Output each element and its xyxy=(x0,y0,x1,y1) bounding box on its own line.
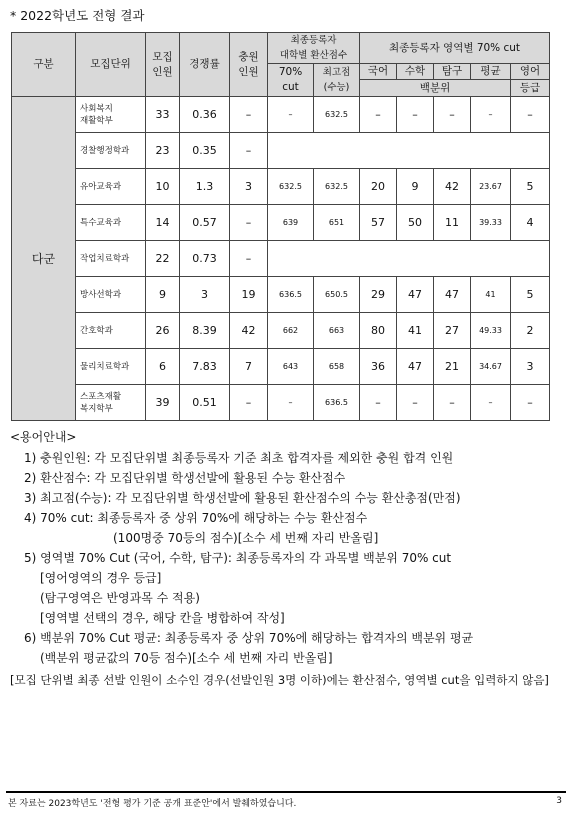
cell-ratio: 0.73 xyxy=(180,241,230,277)
header-ratio: 경쟁률 xyxy=(180,33,230,97)
cell-math: 47 xyxy=(397,277,434,313)
cell-eng: 5 xyxy=(511,169,550,205)
cell-inq: 27 xyxy=(434,313,471,349)
footer-source: 본 자료는 2023학년도 '전형 평가 기준 공개 표준안'에서 발췌하였습니다. xyxy=(8,799,297,809)
header-max: 최고점 (수능) xyxy=(314,64,360,97)
header-kor: 국어 xyxy=(360,64,397,80)
cell-inq: 11 xyxy=(434,205,471,241)
cell-ratio: 0.36 xyxy=(180,97,230,133)
cell-eng: 3 xyxy=(511,349,550,385)
header-extra: 충원 인원 xyxy=(230,33,268,97)
cell-eng: – xyxy=(511,385,550,421)
cell-avg: 41 xyxy=(471,277,511,313)
cell-recruit: 39 xyxy=(146,385,180,421)
note-6-detail: (백분위 평균값의 70등 점수)[소수 세 번째 자리 반올림] xyxy=(40,651,333,665)
cell-inq: – xyxy=(434,97,471,133)
cell-math: 47 xyxy=(397,349,434,385)
cell-eng: – xyxy=(511,97,550,133)
cell-max: 658 xyxy=(314,349,360,385)
cell-name: 특수교육과 xyxy=(76,205,146,241)
cell-inq: 21 xyxy=(434,349,471,385)
table-row xyxy=(12,97,550,133)
cell-max: 632.5 xyxy=(314,97,360,133)
note-5: 5) 영역별 70% Cut (국어, 수학, 탐구): 최종등록자의 각 과목별 백분위 70% cut xyxy=(24,551,452,565)
cell-recruit: 14 xyxy=(146,205,180,241)
cell-eng: 2 xyxy=(511,313,550,349)
cell-eng: 5 xyxy=(511,277,550,313)
cell-blank xyxy=(268,133,550,169)
note-bottom: [모집 단위별 최종 선발 인원이 소수인 경우(선발인원 3명 이하)에는 환산점수, 영역별 cut을 입력하지 않음] xyxy=(10,673,549,687)
cell-ratio: 1.3 xyxy=(180,169,230,205)
group-label: 다군 xyxy=(12,97,76,421)
note-5-detail-1: [영어영역의 경우 등급] xyxy=(40,571,162,585)
cell-kor: 20 xyxy=(360,169,397,205)
cell-blank xyxy=(268,241,550,277)
cell-math: – xyxy=(397,385,434,421)
cell-kor: – xyxy=(360,97,397,133)
cell-avg: 39.33 xyxy=(471,205,511,241)
table-row xyxy=(12,349,550,385)
table-row xyxy=(12,241,550,277)
header-unit: 모집단위 xyxy=(76,33,146,97)
table-row xyxy=(12,133,550,169)
footer-divider xyxy=(6,791,566,793)
cell-extra: 3 xyxy=(230,169,268,205)
cell-max: 632.5 xyxy=(314,169,360,205)
cell-max: 650.5 xyxy=(314,277,360,313)
header-math: 수학 xyxy=(397,64,434,80)
cell-ratio: 8.39 xyxy=(180,313,230,349)
table-row xyxy=(12,313,550,349)
cell-cut70: 636.5 xyxy=(268,277,314,313)
cell-name: 스포츠재활 복지학부 xyxy=(76,385,146,421)
cell-extra: – xyxy=(230,97,268,133)
header-final-score: 최종등록자 대학별 환산점수 xyxy=(268,33,360,64)
cell-name: 사회복지 재활학부 xyxy=(76,97,146,133)
cell-recruit: 26 xyxy=(146,313,180,349)
cell-inq: 42 xyxy=(434,169,471,205)
cell-recruit: 22 xyxy=(146,241,180,277)
cell-name: 경찰행정학과 xyxy=(76,133,146,169)
note-4: 4) 70% cut: 최종등록자 중 상위 70%에 해당하는 수능 환산점수 xyxy=(24,511,368,525)
note-5-detail-3: [영역별 선택의 경우, 해당 칸을 병합하여 작성] xyxy=(40,611,285,625)
cell-math: 50 xyxy=(397,205,434,241)
cell-ratio: 0.51 xyxy=(180,385,230,421)
cell-ratio: 7.83 xyxy=(180,349,230,385)
cell-ratio: 0.57 xyxy=(180,205,230,241)
table-row xyxy=(12,205,550,241)
header-gubun: 구분 xyxy=(12,33,76,97)
cell-math: – xyxy=(397,97,434,133)
cell-recruit: 10 xyxy=(146,169,180,205)
cell-kor: 29 xyxy=(360,277,397,313)
cell-cut70: 643 xyxy=(268,349,314,385)
cell-max: 651 xyxy=(314,205,360,241)
results-table xyxy=(11,32,550,421)
cell-avg: – xyxy=(471,385,511,421)
note-1: 1) 충원인원: 각 모집단위별 최종등록자 기준 최초 합격자를 제외한 충원 합격 인원 xyxy=(24,451,454,465)
cell-cut70: 662 xyxy=(268,313,314,349)
cell-avg: 49.33 xyxy=(471,313,511,349)
cell-inq: 47 xyxy=(434,277,471,313)
cell-name: 작업치료학과 xyxy=(76,241,146,277)
cell-cut70: – xyxy=(268,97,314,133)
header-cut70: 70% cut xyxy=(268,64,314,97)
header-percentile: 백분위 xyxy=(360,80,511,97)
header-avg: 평균 xyxy=(471,64,511,80)
cell-math: 9 xyxy=(397,169,434,205)
cell-name: 물리치료학과 xyxy=(76,349,146,385)
note-6: 6) 백분위 70% Cut 평균: 최종등록자 중 상위 70%에 해당하는 합격자의 백분위 평균 xyxy=(24,631,474,645)
cell-eng: 4 xyxy=(511,205,550,241)
page-number: 3 xyxy=(556,796,562,806)
cell-recruit: 6 xyxy=(146,349,180,385)
cell-avg: 23.67 xyxy=(471,169,511,205)
cell-recruit: 23 xyxy=(146,133,180,169)
cell-kor: 80 xyxy=(360,313,397,349)
cell-extra: – xyxy=(230,385,268,421)
table-row xyxy=(12,385,550,421)
header-area-cut: 최종등록자 영역별 70% cut xyxy=(360,33,550,64)
cell-cut70: 632.5 xyxy=(268,169,314,205)
header-recruit: 모집 인원 xyxy=(146,33,180,97)
note-3: 3) 최고점(수능): 각 모집단위별 학생선발에 활용된 환산점수의 수능 환산총점(만점) xyxy=(24,491,461,505)
cell-extra: 42 xyxy=(230,313,268,349)
cell-ratio: 3 xyxy=(180,277,230,313)
cell-avg: 34.67 xyxy=(471,349,511,385)
cell-kor: – xyxy=(360,385,397,421)
cell-extra: – xyxy=(230,241,268,277)
cell-cut70: 639 xyxy=(268,205,314,241)
note-4-detail: (100명중 70등의 점수)[소수 세 번째 자리 반올림] xyxy=(113,531,379,545)
cell-recruit: 9 xyxy=(146,277,180,313)
cell-extra: 19 xyxy=(230,277,268,313)
cell-ratio: 0.35 xyxy=(180,133,230,169)
table-row xyxy=(12,277,550,313)
cell-name: 방사선학과 xyxy=(76,277,146,313)
cell-max: 636.5 xyxy=(314,385,360,421)
header-grade: 등급 xyxy=(511,80,550,97)
cell-extra: – xyxy=(230,205,268,241)
cell-max: 663 xyxy=(314,313,360,349)
cell-recruit: 33 xyxy=(146,97,180,133)
page-title: * 2022학년도 전형 결과 xyxy=(10,8,145,23)
glossary-title: <용어안내> xyxy=(10,430,77,444)
header-inq: 탐구 xyxy=(434,64,471,80)
cell-kor: 57 xyxy=(360,205,397,241)
note-5-detail-2: (탐구영역은 반영과목 수 적용) xyxy=(40,591,200,605)
cell-kor: 36 xyxy=(360,349,397,385)
cell-inq: – xyxy=(434,385,471,421)
cell-extra: 7 xyxy=(230,349,268,385)
note-2: 2) 환산점수: 각 모집단위별 학생선발에 활용된 수능 환산점수 xyxy=(24,471,346,485)
cell-cut70: – xyxy=(268,385,314,421)
cell-name: 간호학과 xyxy=(76,313,146,349)
cell-math: 41 xyxy=(397,313,434,349)
table-row xyxy=(12,169,550,205)
cell-name: 유아교육과 xyxy=(76,169,146,205)
cell-extra: – xyxy=(230,133,268,169)
header-eng: 영어 xyxy=(511,64,550,80)
cell-avg: – xyxy=(471,97,511,133)
